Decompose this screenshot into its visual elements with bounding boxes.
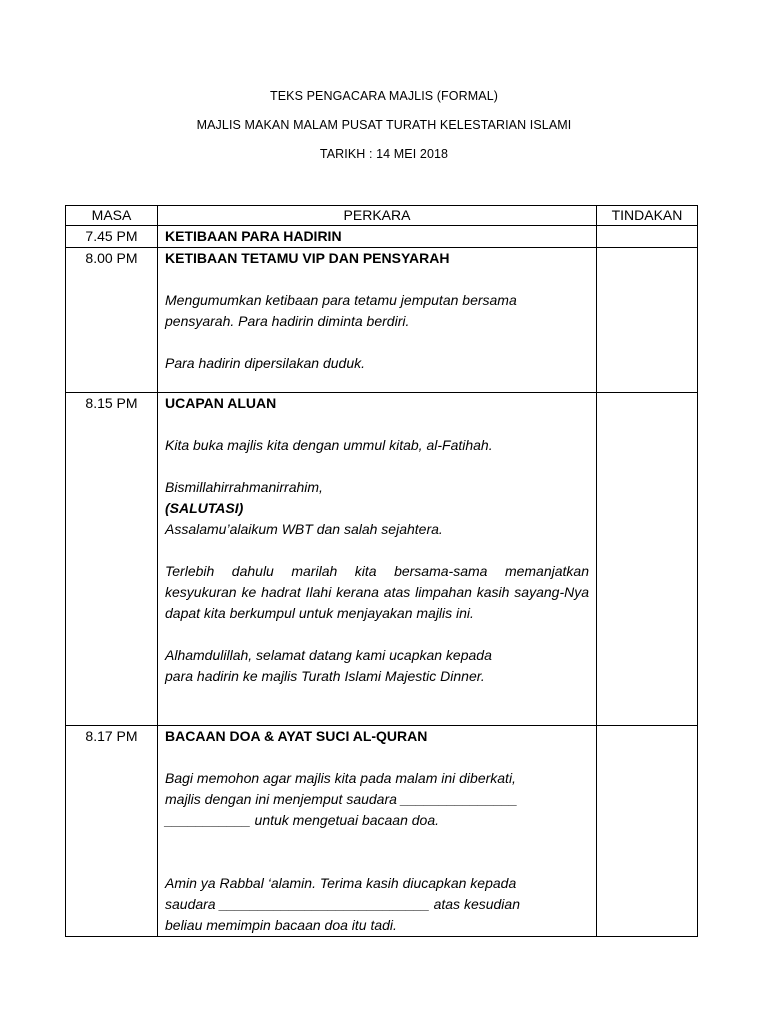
- table-row: [66, 393, 698, 726]
- event-name: MAJLIS MAKAN MALAM PUSAT TURATH KELESTARIAN ISLAMI: [196, 118, 572, 132]
- column-header-tindakan: TINDAKAN: [597, 206, 698, 226]
- item-paragraph: Bagi memohon agar majlis kita pada malam ini diberkati,: [165, 770, 516, 786]
- time-cell: 8.15 PM: [66, 393, 158, 726]
- table-row: [66, 726, 698, 937]
- document-title: TEKS PENGACARA MAJLIS (FORMAL): [269, 89, 499, 103]
- column-header-masa: MASA: [66, 206, 158, 226]
- time-cell: 8.00 PM: [66, 248, 158, 393]
- table-row: [66, 226, 698, 248]
- table-header-row: [66, 206, 698, 226]
- item-title: KETIBAAN TETAMU VIP DAN PENSYARAH: [165, 250, 450, 266]
- item-title: KETIBAAN PARA HADIRIN: [165, 228, 342, 244]
- item-paragraph: Amin ya Rabbal ‘alamin. Terima kasih diucapkan kepada: [165, 875, 517, 891]
- item-paragraph: ___________ untuk mengetuai bacaan doa.: [165, 812, 440, 828]
- action-cell: [597, 393, 698, 726]
- event-date: TARIKH : 14 MEI 2018: [319, 147, 449, 161]
- salutation-note: (SALUTASI): [165, 500, 244, 516]
- table-row: [66, 248, 698, 393]
- item-paragraph: Para hadirin dipersilakan duduk.: [165, 355, 366, 371]
- item-title: UCAPAN ALUAN: [165, 395, 277, 411]
- item-paragraph: saudara ___________________________ atas kesudian: [165, 896, 520, 912]
- time-cell: 8.17 PM: [66, 726, 158, 937]
- item-cell: [158, 726, 597, 937]
- item-paragraph: Kita buka majlis kita dengan ummul kitab, al-Fatihah.: [165, 437, 493, 453]
- item-cell: [158, 393, 597, 726]
- item-cell: [158, 248, 597, 393]
- item-paragraph: beliau memimpin bacaan doa itu tadi.: [165, 917, 397, 933]
- item-title: BACAAN DOA & AYAT SUCI AL-QURAN: [165, 728, 428, 744]
- time-cell: 7.45 PM: [66, 226, 158, 248]
- item-paragraph: Mengumumkan ketibaan para tetamu jemputan bersama pensyarah. Para hadirin diminta berdiri.: [165, 292, 517, 329]
- item-paragraph: Terlebih dahulu marilah kita bersama-sama memanjatkan kesyukuran ke hadrat Ilahi kerana atas limpahan kasih sayang-Nya dapat kita berkumpul untuk menjayakan majlis ini.: [165, 563, 589, 621]
- item-cell: [158, 226, 597, 248]
- action-cell: [597, 726, 698, 937]
- item-paragraph: Assalamu’alaikum WBT dan salah sejahtera.: [165, 521, 443, 537]
- column-header-perkara: PERKARA: [158, 206, 597, 226]
- item-paragraph: Alhamdulillah, selamat datang kami ucapkan kepada: [165, 647, 492, 663]
- action-cell: [597, 248, 698, 393]
- action-cell: [597, 226, 698, 248]
- item-paragraph: majlis dengan ini menjemput saudara _______________: [165, 791, 518, 807]
- item-paragraph: para hadirin ke majlis Turath Islami Majestic Dinner.: [165, 668, 485, 684]
- item-paragraph: Bismillahirrahmanirrahim,: [165, 479, 323, 495]
- agenda-table: [65, 205, 698, 937]
